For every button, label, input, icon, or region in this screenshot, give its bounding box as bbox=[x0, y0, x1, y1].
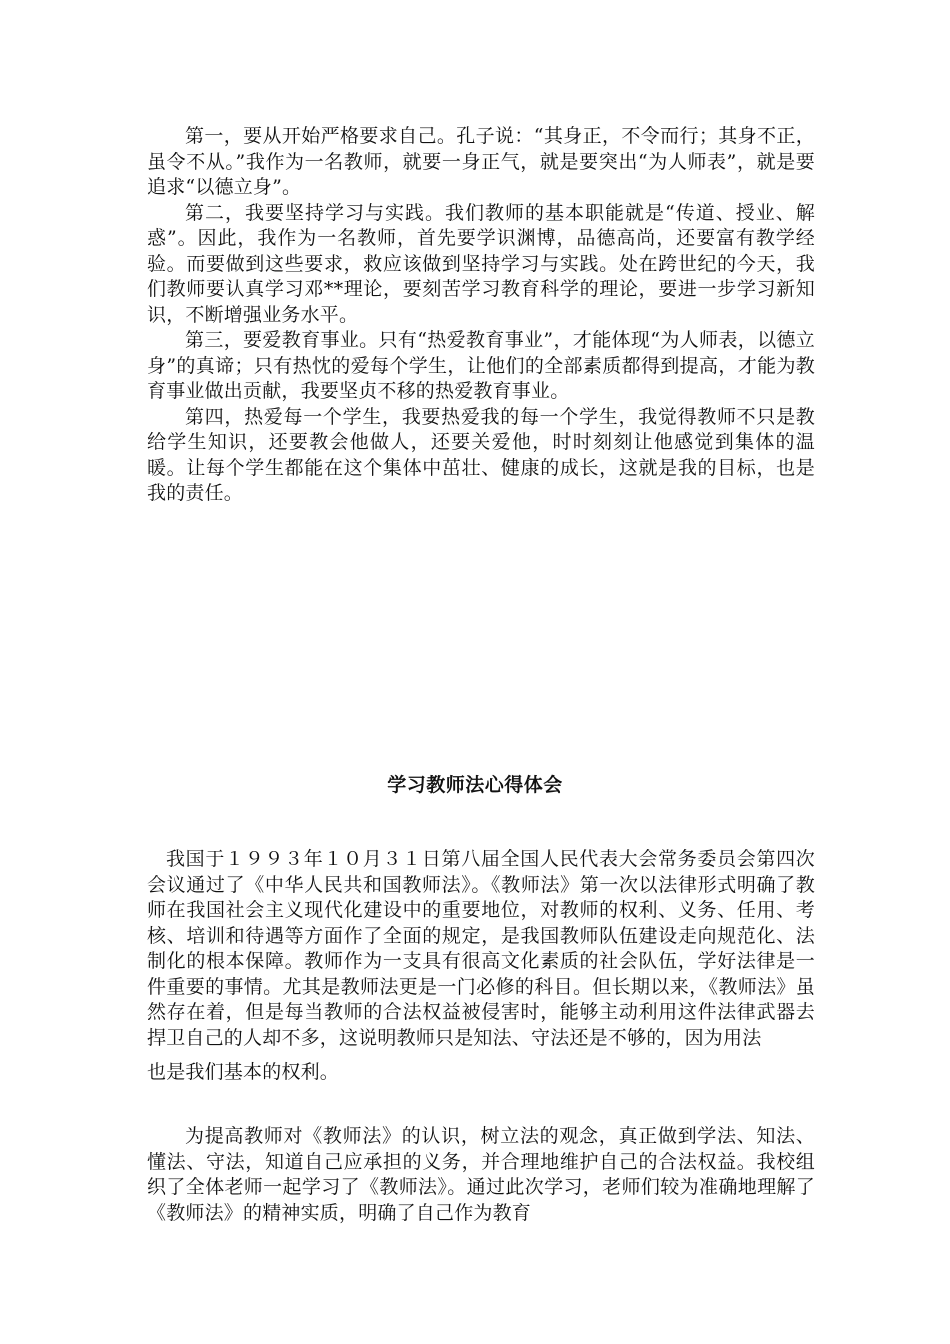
teacher-law-study-section bbox=[147, 1124, 815, 1226]
paragraph-law-study: 为提高教师对《教师法》的认识，树立法的观念，真正做到学法、知法、懂法、守法，知道自己应承担的义务，并合理地维护自己的合法权益。我校组织了全体老师一起学习了《教师法》。通过此次学习，老师们较为准确地理解了《教师法》的精神实质，明确了自己作为教育 bbox=[147, 1125, 815, 1224]
document-title: 学习教师法心得体会 bbox=[387, 774, 563, 796]
paragraph-second-point: 第二，我要坚持学习与实践。我们教师的基本职能就是“传道、授业、解惑”。因此，我作为一名教师，首先要学识渊博，品德高尚，还要富有教学经验。而要做到这些要求，救应该做到坚持学习与实践。处在跨世纪的今天，我们教师要认真学习邓**理论，要刻苦学习教育科学的理论，要进一步学习新知识，不断增强业务水平。 bbox=[147, 201, 815, 326]
paragraph-law-background: 我国于１９９３年１０月３１日第八届全国人民代表大会常务委员会第四次会议通过了《中华人民共和国教师法》。《教师法》第一次以法律形式明确了教师在我国社会主义现代化建设中的重要地位，对教师的权利、义务、任用、考核、培训和待遇等方面作了全面的规定，是我国教师队伍建设走向规范化、法制化的根本保障。教师作为一支具有很高文化素质的社会队伍，学好法律是一件重要的事情。尤其是教师法更是一门必修的科目。但长期以来，《教师法》虽然存在着，但是每当教师的合法权益被侵害时，能够主动利用这件法律武器去捍卫自己的人却不多，这说明教师只是知法、守法还是不够的，因为用法 bbox=[147, 848, 815, 1049]
paragraph-law-background-tail: 也是我们基本的权利。 bbox=[147, 1061, 340, 1083]
teacher-law-intro-section bbox=[147, 847, 815, 1086]
teacher-ethics-section bbox=[147, 124, 815, 507]
paragraph-fourth-point: 第四，热爱每一个学生，我要热爱我的每一个学生，我觉得教师不只是教给学生知识，还要教会他做人，还要关爱他，时时刻刻让他感觉到集体的温暖。让每个学生都能在这个集体中茁壮、健康的成长，这就是我的目标，也是我的责任。 bbox=[147, 405, 815, 504]
paragraph-first-point: 第一，要从开始严格要求自己。孔子说：“其身正，不令而行；其身不正，虽令不从。”我作为一名教师，就要一身正气，就是要突出“为人师表”，就是要追求“以德立身”。 bbox=[147, 125, 815, 198]
paragraph-third-point: 第三，要爱教育事业。只有“热爱教育事业”，才能体现“为人师表，以德立身”的真谛；只有热忱的爱每个学生，让他们的全部素质都得到提高，才能为教育事业做出贡献，我要坚贞不移的热爱教育事业。 bbox=[147, 329, 815, 402]
